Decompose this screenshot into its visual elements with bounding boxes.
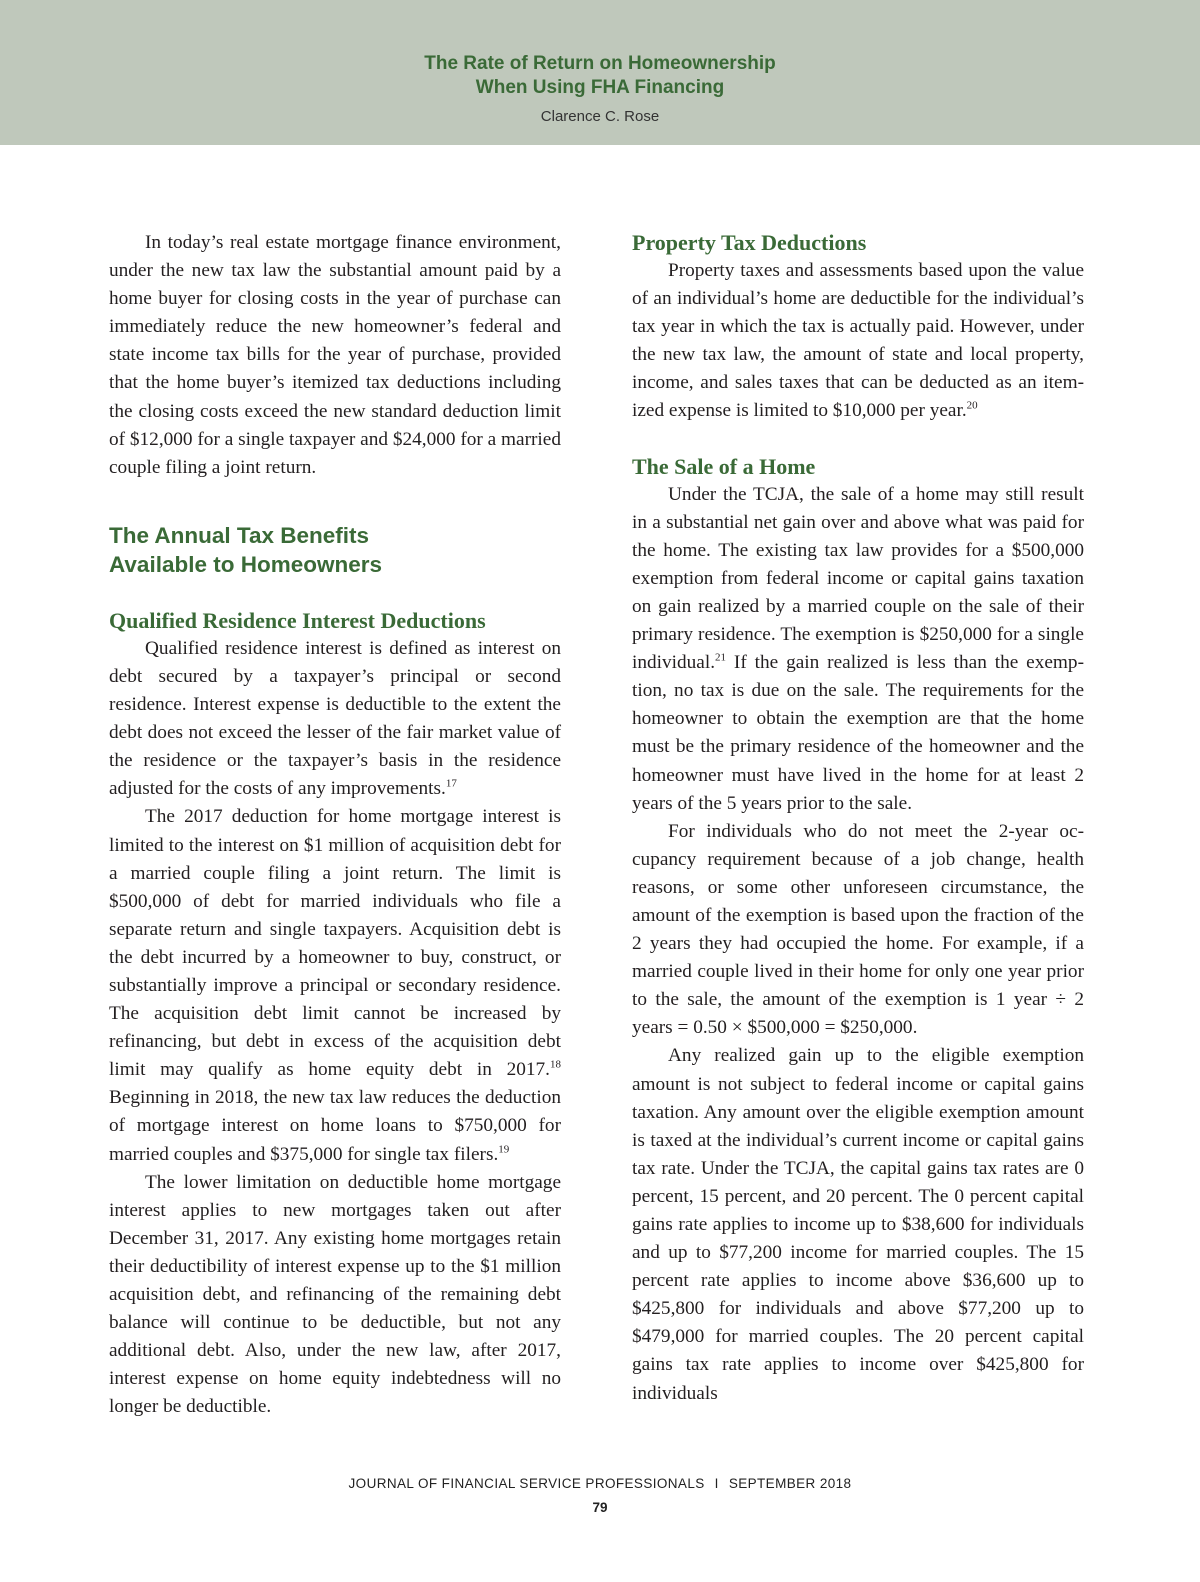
qri-paragraph-1-text: Qualified residence interest is defined as interest on debt secured by a taxpayer’s principal or second residence. Interest expense is deductible to the extent the debt does not exceed the lesser of the fair market value of the residence or the taxpayer’s basis in the residence adjusted for the costs of any improvements. bbox=[109, 637, 561, 800]
qri-paragraph-2-text-a: The 2017 deduction for home mortgage interest is limited to the interest on $1 million of acquisition debt for a married couple filing a joint return. The limit is $500,000 of debt for married individuals who file a separate return and single taxpayers. Acquisition debt is the debt incurred by a homeowner to buy, construct, or substantially improve a principal or secondary residence. The acquisition debt limit cannot be increased by refinancing, but debt in excess of the acquisition debt limit may qualify as home equity debt in 2017. bbox=[109, 806, 561, 1081]
sale-paragraph-1-text-b: If the gain realized is less than the exemption, no tax is due on the sale. The requirements for the homeowner to obtain the exemption are that the home must be the primary residence of the homeowner and the homeowner must have lived in the home for at least 2 years of the 5 years prior to the sale. bbox=[632, 652, 1084, 814]
qri-paragraph-3: The lower limitation on deductible home mortgage interest applies to new mortgages taken out after December 31, 2017. Any existing home mortgages retain their deductibility of interest expense up to the $1 million acquisition debt, and refinancing of the remaining debt balance will continue to be deductible, but not any additional debt. Also, under the new law, after 2017, interest expense on home equity indebtedness will no longer be deductible. bbox=[109, 1171, 561, 1418]
footer-separator: I bbox=[714, 1476, 719, 1491]
footnote-ref-18: 18 bbox=[550, 1058, 561, 1071]
article-title-line2: When Using FHA Financing bbox=[475, 77, 725, 98]
journal-footer bbox=[0, 1476, 1200, 1491]
right-column bbox=[632, 229, 1084, 1408]
article-title bbox=[0, 52, 1200, 100]
left-column bbox=[109, 229, 561, 1421]
article-title-line1: The Rate of Return on Homeownership bbox=[424, 53, 776, 74]
qri-paragraph-1 bbox=[109, 635, 561, 804]
footnote-ref-21: 21 bbox=[715, 651, 727, 664]
ptd-heading: Property Tax Deductions bbox=[632, 230, 867, 255]
footnote-ref-19: 19 bbox=[498, 1143, 510, 1156]
qri-heading: Qualified Residence Interest Deductions bbox=[109, 607, 486, 633]
section-heading-line1: The Annual Tax Benefits bbox=[109, 522, 370, 548]
footnote-ref-20: 20 bbox=[966, 400, 978, 413]
qri-paragraph-2 bbox=[109, 803, 561, 1168]
sale-paragraph-3: Any realized gain up to the eligible exemption amount is not subject to federal income or capital gains taxation. Any amount over the eligible exemption amount is taxed at the individual’s current income or capital gains tax rate. Under the TCJA, the capital gains tax rates are 0 percent, 15 percent, and 20 percent. The 0 percent capital gains rate applies to income up to $38,600 for individuals and up to $77,200 income for married couples. The 15 percent rate applies to income above $36,600 up to $425,800 for individuals and above $77,200 up to $479,000 for married couples. The 20 percent capital gains tax rate applies to income over $425,800 for individuals bbox=[632, 1045, 1084, 1404]
section-heading bbox=[109, 521, 561, 579]
sale-paragraph-2: For individuals who do not meet the 2-year occupancy requirement because of a job change, health reasons, or some other unforeseen circumstance, the amount of the exemption is based upon the fraction of the 2 years they had occupied the home. For example, if a married couple lived in their home for only one year prior to the sale, the amount of the exemption is 1 year ÷ 2 years = 0.50 × $500,000 = $250,000. bbox=[632, 820, 1084, 1039]
sale-paragraph-1-text-a: Under the TCJA, the sale of a home may still result in a substantial net gain over and above what was paid for the home. The existing tax law provides for a $500,000 exemption from federal income or capital gains taxation on gain realized by a married couple on the sale of their primary residence. The exemption is $250,000 for a single individual. bbox=[632, 483, 1084, 674]
page-number: 79 bbox=[592, 1500, 608, 1515]
journal-name: JOURNAL OF FINANCIAL SERVICE PROFESSIONALS bbox=[348, 1476, 705, 1491]
article-author: Clarence C. Rose bbox=[540, 108, 660, 125]
ptd-paragraph bbox=[632, 257, 1084, 426]
footnote-ref-17: 17 bbox=[445, 777, 457, 790]
section-heading-line2: Available to Homeowners bbox=[109, 551, 382, 577]
journal-issue: SEPTEMBER 2018 bbox=[728, 1476, 852, 1491]
sale-paragraph-1 bbox=[632, 481, 1084, 818]
ptd-paragraph-text: Property taxes and assessments based upon the value of an individual’s home are deductible for the individual’s tax year in which the tax is actually paid. However, under the new tax law, the amount of state and local property, income, and sales taxes that can be deducted as an itemized expense is limited to $10,000 per year. bbox=[632, 260, 1084, 422]
sale-heading: The Sale of a Home bbox=[632, 453, 816, 479]
qri-paragraph-2-text-b: Beginning in 2018, the new tax law reduces the deduction of mortgage interest on home loans to $750,000 for married couples and $375,000 for single tax filers. bbox=[109, 1087, 561, 1165]
intro-paragraph: In today’s real estate mortgage finance environment, under the new tax law the substantial amount paid by a home buyer for closing costs in the year of purchase can immediately reduce the new homeowner’s federal and state income tax bills for the year of purchase, provided that the home buyer’s itemized tax deductions including the closing costs exceed the new standard deduction limit of $12,000 for a single taxpayer and $24,000 for a married couple filing a joint return. bbox=[109, 232, 561, 478]
